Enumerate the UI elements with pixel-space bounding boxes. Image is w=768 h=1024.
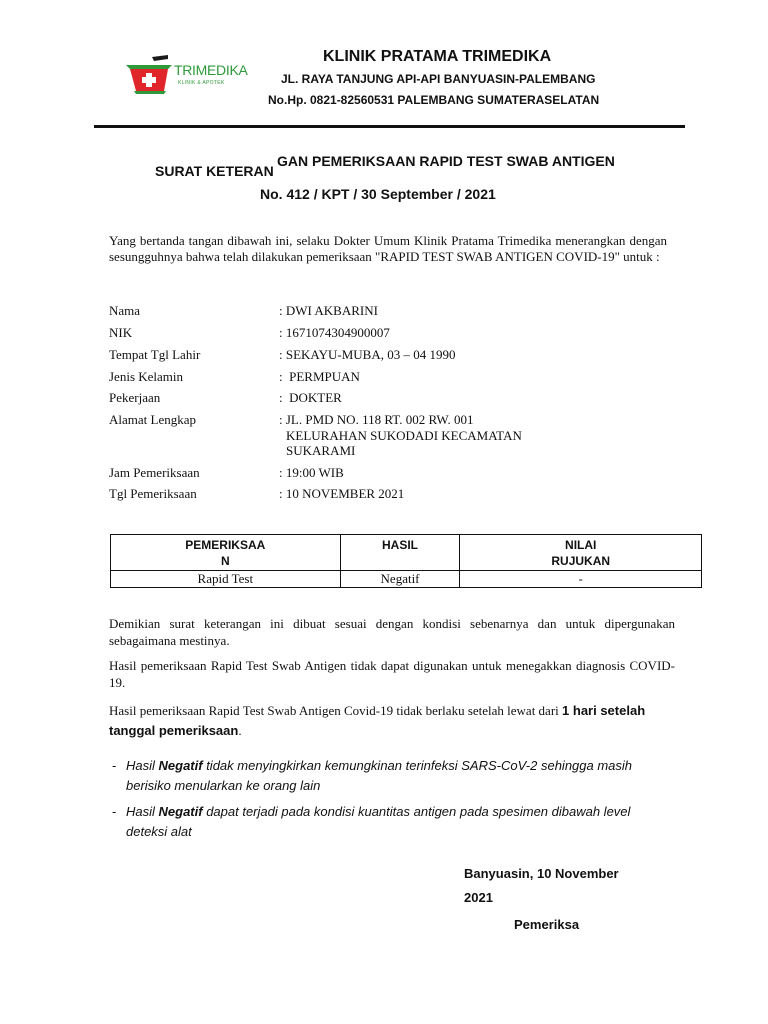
col-header-exam-line1: PEMERIKSAA — [185, 538, 266, 552]
exam-date-label: Tgl Pemeriksaan — [109, 486, 197, 501]
note-item-1: - Hasil Negatif tidak menyingkirkan kemungkinan terinfeksi SARS-CoV-2 sehingga masih berisiko menularkan ke orang lain — [112, 758, 633, 793]
exam-time-label: Jam Pemeriksaan — [109, 465, 200, 480]
header-divider — [94, 125, 685, 128]
address-label: Alamat Lengkap — [109, 412, 196, 427]
col-header-reference-line1: NILAI — [565, 538, 597, 552]
address-line3: SUKARAMI — [286, 443, 356, 458]
nik-label: NIK — [109, 325, 133, 340]
bullet-dash: - — [112, 758, 117, 773]
address-line2: KELURAHAN SUKODADI KECAMATAN — [286, 428, 522, 443]
col-header-result: HASIL — [340, 535, 460, 571]
signature-place-date: Banyuasin, 10 November — [464, 866, 619, 881]
table-header-row — [111, 535, 702, 571]
gender-value: : PERMPUAN — [279, 369, 360, 384]
name-value: : DWI AKBARINI — [279, 303, 378, 318]
negative-term: Negatif — [158, 804, 203, 819]
job-value: : DOKTER — [279, 390, 342, 405]
cell-exam: Rapid Test — [111, 571, 341, 588]
table-row — [111, 571, 702, 588]
diagnosis-disclaimer: Hasil pemeriksaan Rapid Test Swab Antigen tidak dapat digunakan untuk menegakkan diagnosis COVID-19. — [109, 658, 675, 690]
closing-paragraph: Demikian surat keterangan ini dibuat sesuai dengan kondisi sebenarnya dan untuk dipergunakan sebagaimana mestinya. — [109, 616, 675, 648]
signature-year: 2021 — [464, 890, 493, 905]
clinic-address: JL. RAYA TANJUNG API-API BANYUASIN-PALEMBANG — [281, 72, 596, 86]
col-header-reference-line2: RUJUKAN — [551, 554, 611, 568]
cell-reference: - — [460, 571, 702, 588]
col-header-exam — [111, 535, 341, 571]
name-label: Nama — [109, 303, 141, 318]
logo-subtext: KLINIK & APOTEK — [178, 80, 225, 86]
col-header-reference — [460, 535, 702, 571]
clinic-phone: No.Hp. 0821-82560531 PALEMBANG SUMATERASELATAN — [268, 93, 600, 107]
intro-paragraph: Yang bertanda tangan dibawah ini, selaku Dokter Umum Klinik Pratama Trimedika menerangkan dengan sesungguhnya bahwa telah dilakukan pemeriksaan "RAPID TEST SWAB ANTIGEN COVID-19" untuk : — [109, 233, 667, 264]
address-line1: : JL. PMD NO. 118 RT. 002 RW. 001 — [279, 412, 474, 427]
doc-title-part1: SURAT KETERAN — [155, 163, 274, 179]
logo-text: TRIMEDIKA — [174, 62, 248, 78]
job-label: Pekerjaan — [109, 390, 161, 405]
bullet-dash: - — [112, 804, 117, 819]
signature-role: Pemeriksa — [514, 917, 580, 932]
doc-number: No. 412 / KPT / 30 September / 2021 — [260, 186, 496, 202]
clinic-name: KLINIK PRATAMA TRIMEDIKA — [323, 48, 552, 65]
cell-result: Negatif — [340, 571, 460, 588]
nik-value: : 1671074304900007 — [279, 325, 390, 340]
validity-paragraph: Hasil pemeriksaan Rapid Test Swab Antigen Covid-19 tidak berlaku setelah lewat dari 1 hari setelah tanggal pemeriksaan. — [109, 703, 646, 738]
result-table — [110, 534, 702, 588]
exam-time-value: : 19:00 WIB — [279, 465, 344, 480]
doc-title-part2: GAN PEMERIKSAAN RAPID TEST SWAB ANTIGEN — [277, 153, 615, 169]
gender-label: Jenis Kelamin — [109, 369, 184, 384]
note-item-2: - Hasil Negatif dapat terjadi pada kondisi kuantitas antigen pada spesimen dibawah level deteksi alat — [112, 804, 631, 839]
exam-date-value: : 10 NOVEMBER 2021 — [279, 486, 405, 501]
col-header-exam-line2: N — [220, 554, 230, 568]
negative-term: Negatif — [158, 758, 203, 773]
birth-label: Tempat Tgl Lahir — [109, 347, 201, 362]
validity-period: 1 hari setelah tanggal pemeriksaan — [109, 703, 646, 738]
birth-value: : SEKAYU-MUBA, 03 – 04 1990 — [279, 347, 456, 362]
